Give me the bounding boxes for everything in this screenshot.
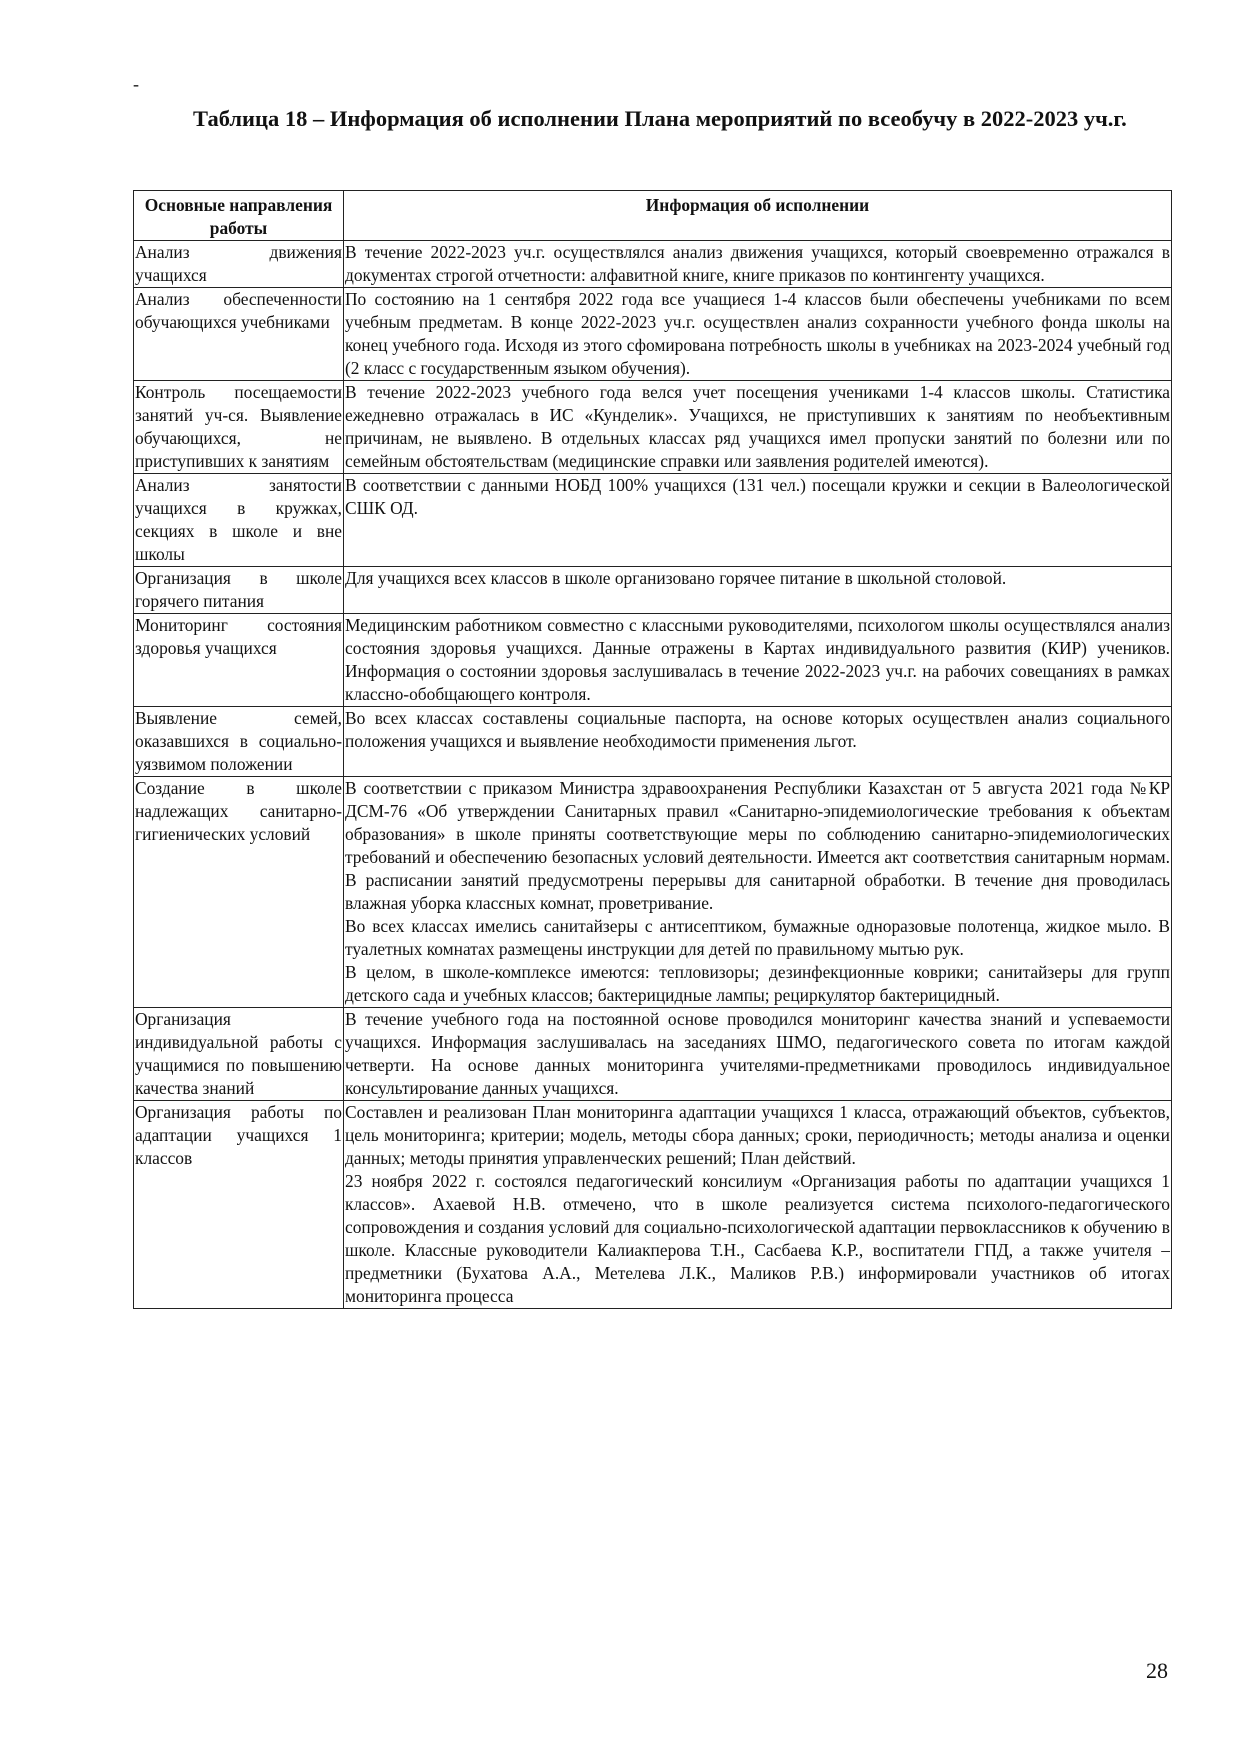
direction-cell: Выявление семей, оказавшихся в социально-уязвимом положении [134, 707, 344, 777]
info-cell [344, 474, 1172, 567]
table-row [134, 381, 1172, 474]
info-paragraph: В соответствии с данными НОБД 100% учащихся (131 чел.) посещали кружки и секции в Валеологической СШК ОД. [345, 475, 1170, 518]
info-paragraph: По состоянию на 1 сентября 2022 года все учащиеся 1-4 классов были обеспечены учебниками по всем учебным предметам. В конце 2022-2023 уч.г. осуществлен анализ сохранности учебного фонда школы на конец учебного года. Исходя из этого сфомирована потребность школы в учебниках на 2023-2024 учебный год (2 класс с государственным языком обучения). [345, 289, 1170, 378]
header-dash: - [133, 74, 139, 94]
info-paragraph: Медицинским работником совместно с классными руководителями, психологом школы осуществлялся анализ состояния здоровья учащихся. Данные отражены в Картах индивидуального развития (КИР) учеников. Информация о состоянии здоровья заслушивалась в течение 2022-2023 уч.г. на рабочих совещаниях в рамках классно-обобщающего контроля. [345, 615, 1170, 704]
direction-cell: Организация индивидуальной работы с учащимися по повышению качества знаний [134, 1008, 344, 1101]
header-directions: Основные направления работы [134, 191, 344, 241]
info-cell [344, 567, 1172, 614]
table-header-row [134, 191, 1172, 241]
info-cell [344, 777, 1172, 1008]
table-row [134, 614, 1172, 707]
info-cell [344, 1008, 1172, 1101]
info-paragraph: Во всех классах составлены социальные паспорта, на основе которых осуществлен анализ социального положения учащихся и выявление необходимости применения льгот. [345, 708, 1170, 751]
info-paragraph: В течение 2022-2023 учебного года велся учет посещения учениками 1-4 классов школы. Статистика ежедневно отражалась в ИС «Кунделик». Учащихся, не приступивших к занятиям по необъективным причинам, не выявлено. В отдельных классах ряд учащихся имел пропуски занятий по болезни или по семейным обстоятельствам (медицинские справки или заявления родителей имеются). [345, 382, 1170, 471]
info-cell [344, 614, 1172, 707]
page-number: 28 [1146, 1658, 1168, 1683]
header-info: Информация об исполнении [344, 191, 1172, 241]
table-row [134, 1101, 1172, 1309]
direction-cell: Организация в школе горячего питания [134, 567, 344, 614]
info-paragraph: В соответствии с приказом Министра здравоохранения Республики Казахстан от 5 августа 2021 года №КР ДСМ-76 «Об утверждении Санитарных правил «Санитарно-эпидемиологические требования к объектам образования» в школе приняты соответствующие меры по соблюдению санитарно-эпидемиологических требований и обеспечению безопасных условий деятельности. Имеется акт соответствия санитарным нормам. В расписании занятий предусмотрены перерывы для санитарной обработки. В течение дня проводилась влажная уборка классных комнат, проветривание. [345, 778, 1170, 913]
info-paragraph: В целом, в школе-комплексе имеются: тепловизоры; дезинфекционные коврики; санитайзеры для групп детского сада и учебных классов; бактерицидные лампы; рециркулятор бактерицидный. [345, 962, 1170, 1005]
info-cell [344, 381, 1172, 474]
table-row [134, 474, 1172, 567]
info-paragraph: Во всех классах имелись санитайзеры с антисептиком, бумажные одноразовые полотенца, жидкое мыло. В туалетных комнатах размещены инструкции для детей по правильному мытью рук. [345, 916, 1170, 959]
info-cell [344, 288, 1172, 381]
direction-cell: Анализ обеспеченности обучающихся учебниками [134, 288, 344, 381]
table-title: Таблица 18 – Информация об исполнении Плана мероприятий по всеобучу в 2022-2023 уч.г. [193, 106, 1127, 131]
table-row [134, 241, 1172, 288]
info-paragraph: Составлен и реализован План мониторинга адаптации учащихся 1 класса, отражающий объектов, субъектов, цель мониторинга; критерии; модель, методы сбора данных; сроки, периодичность; методы анализа и оценки данных; методы принятия управленческих решений; План действий. [345, 1102, 1170, 1168]
direction-cell: Анализ движения учащихся [134, 241, 344, 288]
table-row [134, 777, 1172, 1008]
direction-cell: Организация работы по адаптации учащихся 1 классов [134, 1101, 344, 1309]
direction-cell: Мониторинг состояния здоровья учащихся [134, 614, 344, 707]
direction-cell: Контроль посещаемости занятий уч-ся. Выявление обучающихся, не приступивших к занятиям [134, 381, 344, 474]
table-row [134, 1008, 1172, 1101]
direction-cell: Создание в школе надлежащих санитарно-гигиенических условий [134, 777, 344, 1008]
info-paragraph: Для учащихся всех классов в школе организовано горячее питание в школьной столовой. [345, 568, 1007, 588]
info-cell [344, 241, 1172, 288]
table-row [134, 707, 1172, 777]
info-paragraph: 23 ноября 2022 г. состоялся педагогический консилиум «Организация работы по адаптации учащихся 1 классов». Ахаевой Н.В. отмечено, что в школе реализуется система психолого-педагогического сопровождения и создания условий для социально-психологической адаптации первоклассников к обучению в школе. Классные руководители Калиакперова Т.Н., Сасбаева К.Р., воспитатели ГПД, а также учителя – предметники (Бухатова А.А., Метелева Л.К., Маликов Р.В.) информировали участников об итогах мониторинга процесса [345, 1171, 1170, 1306]
execution-table [133, 190, 1172, 1309]
info-cell [344, 1101, 1172, 1309]
table-row [134, 288, 1172, 381]
direction-cell: Анализ занятости учащихся в кружках, секциях в школе и вне школы [134, 474, 344, 567]
table-body [134, 241, 1172, 1309]
info-paragraph: В течение учебного года на постоянной основе проводился мониторинг качества знаний и успеваемости учащихся. Информация заслушивалась на заседаниях ШМО, педагогического совета по итогам каждой четверти. На основе данных мониторинга учителями-предметниками проводилось индивидуальное консультирование данных учащихся. [345, 1009, 1170, 1098]
info-paragraph: В течение 2022-2023 уч.г. осуществлялся анализ движения учащихся, который своевременно отражался в документах строгой отчетности: алфавитной книге, книге приказов по контингенту учащихся. [345, 242, 1170, 285]
info-cell [344, 707, 1172, 777]
table-row [134, 567, 1172, 614]
